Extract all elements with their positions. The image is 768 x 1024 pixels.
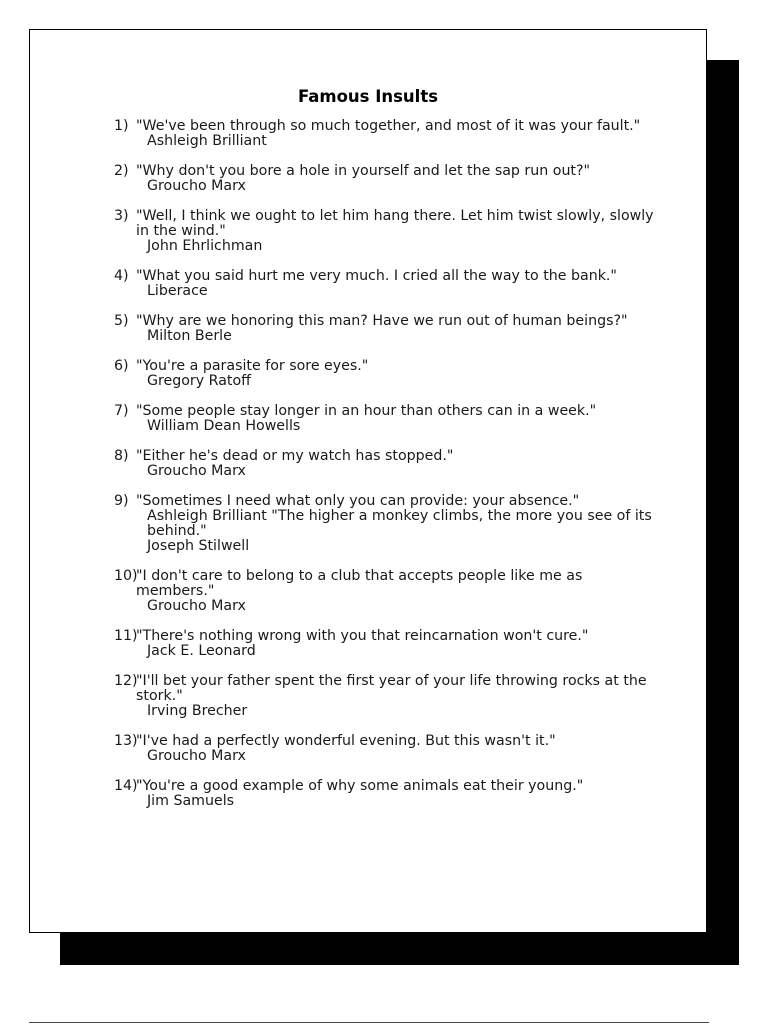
quote-number: 11) [114,628,138,644]
quote-item [114,674,654,719]
quote-item [114,269,654,299]
quote-text: "Some people stay longer in an hour than others can in a week." [136,403,597,419]
quote-item [114,209,654,254]
quote-item [114,734,654,764]
quote-author: William Dean Howells [147,418,301,434]
quote-text: "We've been through so much together, and most of it was your fault." [136,118,641,134]
quote-item [114,119,654,149]
quote-text: "Either he's dead or my watch has stopped." [136,448,454,464]
quote-number: 3) [114,208,129,224]
footer-divider [29,1022,709,1023]
quote-item [114,449,654,479]
quote-number: 2) [114,163,129,179]
quote-text: "You're a good example of why some animals eat their young." [136,778,584,794]
quote-author: Milton Berle [147,328,232,344]
quote-number: 6) [114,358,129,374]
quote-author: Groucho Marx [147,463,246,479]
quote-number: 13) [114,733,138,749]
quote-text: "Well, I think we ought to let him hang there. Let him twist slowly, slowly in the wind." [136,208,654,239]
quote-list [114,119,654,824]
quote-item [114,779,654,809]
quote-text: "I've had a perfectly wonderful evening. But this wasn't it." [136,733,556,749]
quote-author: Ashleigh Brilliant "The higher a monkey climbs, the more you see of its behind." Joseph Stilwell [147,508,652,554]
quote-item [114,629,654,659]
quote-number: 12) [114,673,138,689]
quote-text: "What you said hurt me very much. I cried all the way to the bank." [136,268,617,284]
quote-item [114,569,654,614]
quote-item [114,359,654,389]
quote-number: 4) [114,268,129,284]
document-page [29,29,707,933]
quote-item [114,164,654,194]
quote-author: Gregory Ratoff [147,373,251,389]
quote-author: Groucho Marx [147,598,246,614]
quote-author: Groucho Marx [147,748,246,764]
quote-number: 7) [114,403,129,419]
quote-number: 5) [114,313,129,329]
quote-number: 14) [114,778,138,794]
quote-item [114,314,654,344]
quote-author: Groucho Marx [147,178,246,194]
quote-author: Liberace [147,283,208,299]
quote-author: Irving Brecher [147,703,248,719]
quote-author: Ashleigh Brilliant [147,133,267,149]
quote-number: 10) [114,568,138,584]
quote-author: John Ehrlichman [147,238,263,254]
quote-text: "Why are we honoring this man? Have we run out of human beings?" [136,313,628,329]
quote-text: "There's nothing wrong with you that reincarnation won't cure." [136,628,589,644]
quote-number: 8) [114,448,129,464]
quote-item [114,494,654,554]
quote-text: "I don't care to belong to a club that accepts people like me as members." [136,568,583,599]
quote-text: "You're a parasite for sore eyes." [136,358,369,374]
quote-author: Jim Samuels [147,793,235,809]
quote-text: "I'll bet your father spent the first year of your life throwing rocks at the stork." [136,673,647,704]
document-title: Famous Insults [297,87,439,106]
quote-number: 1) [114,118,129,134]
quote-author: Jack E. Leonard [147,643,256,659]
quote-text: "Why don't you bore a hole in yourself and let the sap run out?" [136,163,591,179]
quote-number: 9) [114,493,129,509]
quote-text: "Sometimes I need what only you can provide: your absence." [136,493,580,509]
quote-item [114,404,654,434]
